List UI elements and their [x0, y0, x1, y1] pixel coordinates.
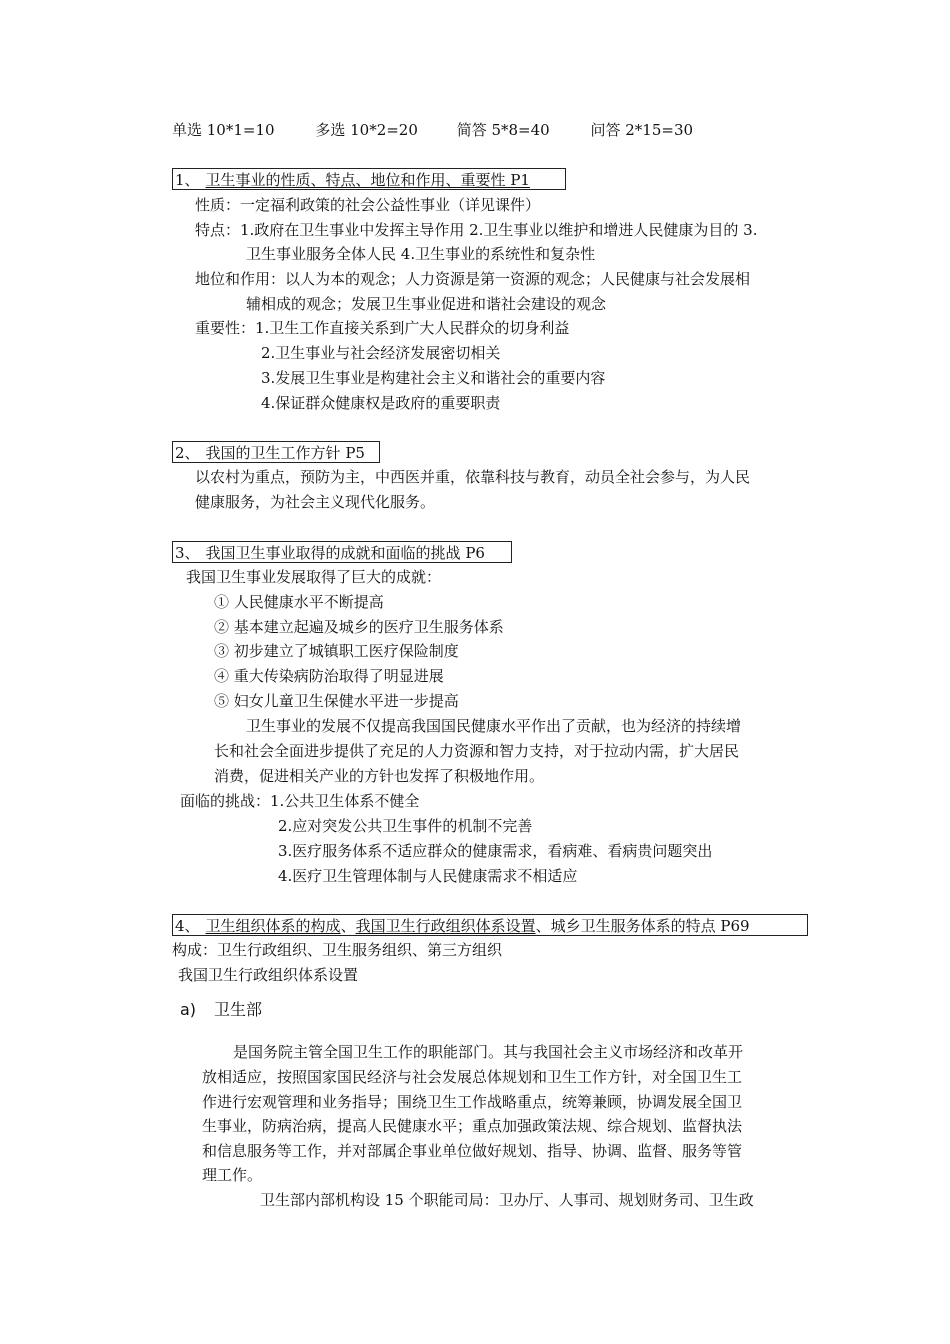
section-4-title-part2: 我国卫生行政组织体系设置 — [355, 917, 536, 935]
s1-features-line1: 特点：1.政府在卫生事业中发挥主导作用 2.卫生事业以维护和增进人民健康为目的 3. — [195, 221, 758, 239]
s4-sub-label: a) — [180, 1000, 197, 1019]
score-single: 单选 10*1=10 — [172, 121, 275, 139]
section-2-heading — [172, 441, 380, 463]
s3-intro: 我国卫生事业发展取得了巨大的成就： — [186, 568, 442, 586]
s3-para-line2: 长和社会全面进步提供了充足的人力资源和智力支持，对于拉动内需，扩大居民 — [214, 742, 740, 760]
s4-sub-title: 卫生部 — [214, 1000, 263, 1019]
s1-importance-2: 2.卫生事业与社会经济发展密切相关 — [261, 344, 501, 362]
score-essay: 问答 2*15=30 — [590, 121, 694, 139]
section-4-number: 4、 — [175, 917, 200, 935]
s3-challenge-2: 2.应对突发公共卫生事件的机制不完善 — [278, 817, 533, 835]
s3-item-4: ④ 重大传染病防治取得了明显进展 — [214, 667, 444, 685]
s3-challenge-3: 3.医疗服务体系不适应群众的健康需求，看病难、看病贵问题突出 — [278, 842, 713, 860]
section-4-heading — [172, 914, 808, 936]
section-4-title-part1: 卫生组织体系的构成 — [205, 917, 341, 935]
section-3-page: P6 — [460, 544, 485, 562]
s2-line1: 以农村为重点，预防为主，中西医并重，依靠科技与教育，动员全社会参与，为人民 — [195, 468, 751, 486]
s3-item-5: ⑤ 妇女儿童卫生保健水平进一步提高 — [214, 692, 459, 710]
s1-importance-1: 重要性：1.卫生工作直接关系到广大人民群众的切身利益 — [195, 319, 570, 337]
s1-features-line2: 卫生事业服务全体人民 4.卫生事业的系统性和复杂性 — [246, 245, 596, 263]
section-1-title: 卫生事业的性质、特点、地位和作用、重要性 — [205, 171, 506, 189]
s4-para-line2: 放相适应，按照国家国民经济与社会发展总体规划和卫生工作方针，对全国卫生工 — [202, 1068, 743, 1086]
section-3-heading — [172, 541, 512, 563]
s4-para-line7: 卫生部内部机构设 15 个职能司局：卫办厅、人事司、规划财务司、卫生政 — [260, 1191, 754, 1209]
s3-item-1: ① 人民健康水平不断提高 — [214, 593, 384, 611]
s1-nature: 性质：一定福利政策的社会公益性事业（详见课件） — [195, 196, 541, 214]
section-4-title-part3: 、城乡卫生服务体系的特点 — [535, 917, 716, 935]
s3-item-3: ③ 初步建立了城镇职工医疗保险制度 — [214, 642, 459, 660]
score-multi: 多选 10*2=20 — [315, 121, 418, 139]
section-1-number: 1、 — [175, 171, 200, 189]
section-3-number: 3、 — [175, 544, 200, 562]
section-2-title: 我国的卫生工作方针 — [205, 444, 341, 462]
s3-para-line1: 卫生事业的发展不仅提高我国国民健康水平作出了贡献，也为经济的持续增 — [246, 717, 742, 735]
s4-para-line3: 作进行宏观管理和业务指导；围绕卫生工作战略重点，统筹兼顾，协调发展全国卫 — [202, 1093, 743, 1111]
section-2-page: P5 — [340, 444, 365, 462]
s3-para-line3: 消费，促进相关产业的方针也发挥了积极地作用。 — [214, 767, 545, 785]
section-1-page: P1 — [505, 171, 530, 189]
section-4-page: P69 — [715, 917, 750, 935]
section-1-heading — [172, 168, 566, 190]
s1-importance-4: 4.保证群众健康权是政府的重要职责 — [261, 394, 501, 412]
section-2-number: 2、 — [175, 444, 200, 462]
s4-para-line1: 是国务院主管全国卫生工作的职能部门。其与我国社会主义市场经济和改革开 — [233, 1043, 744, 1061]
s3-item-2: ② 基本建立起遍及城乡的医疗卫生服务体系 — [214, 618, 504, 636]
s3-challenge-4: 4.医疗卫生管理体制与人民健康需求不相适应 — [278, 867, 578, 885]
s1-status-line1: 地位和作用：以人为本的观念；人力资源是第一资源的观念；人民健康与社会发展相 — [195, 270, 751, 288]
s4-composition: 构成：卫生行政组织、卫生服务组织、第三方组织 — [172, 941, 503, 959]
s4-para-line6: 理工作。 — [202, 1166, 263, 1184]
scoring-line — [172, 120, 693, 140]
s2-line2: 健康服务，为社会主义现代化服务。 — [195, 493, 436, 511]
score-short: 简答 5*8=40 — [456, 121, 550, 139]
s4-subheading — [180, 1000, 262, 1020]
s3-challenge-1: 面临的挑战：1.公共卫生体系不健全 — [180, 792, 420, 810]
s4-setup: 我国卫生行政组织体系设置 — [178, 966, 359, 984]
s4-para-line4: 生事业，防病治病，提高人民健康水平；重点加强政策法规、综合规划、监督执法 — [202, 1117, 743, 1135]
s1-importance-3: 3.发展卫生事业是构建社会主义和谐社会的重要内容 — [261, 369, 606, 387]
section-3-title: 我国卫生事业取得的成就和面临的挑战 — [205, 544, 461, 562]
s1-status-line2: 辅相成的观念；发展卫生事业促进和谐社会建设的观念 — [246, 295, 607, 313]
s4-para-line5: 和信息服务等工作，并对部属企事业单位做好规划、指导、协调、监督、服务等管 — [202, 1142, 743, 1160]
section-4-sep: 、 — [340, 917, 356, 935]
